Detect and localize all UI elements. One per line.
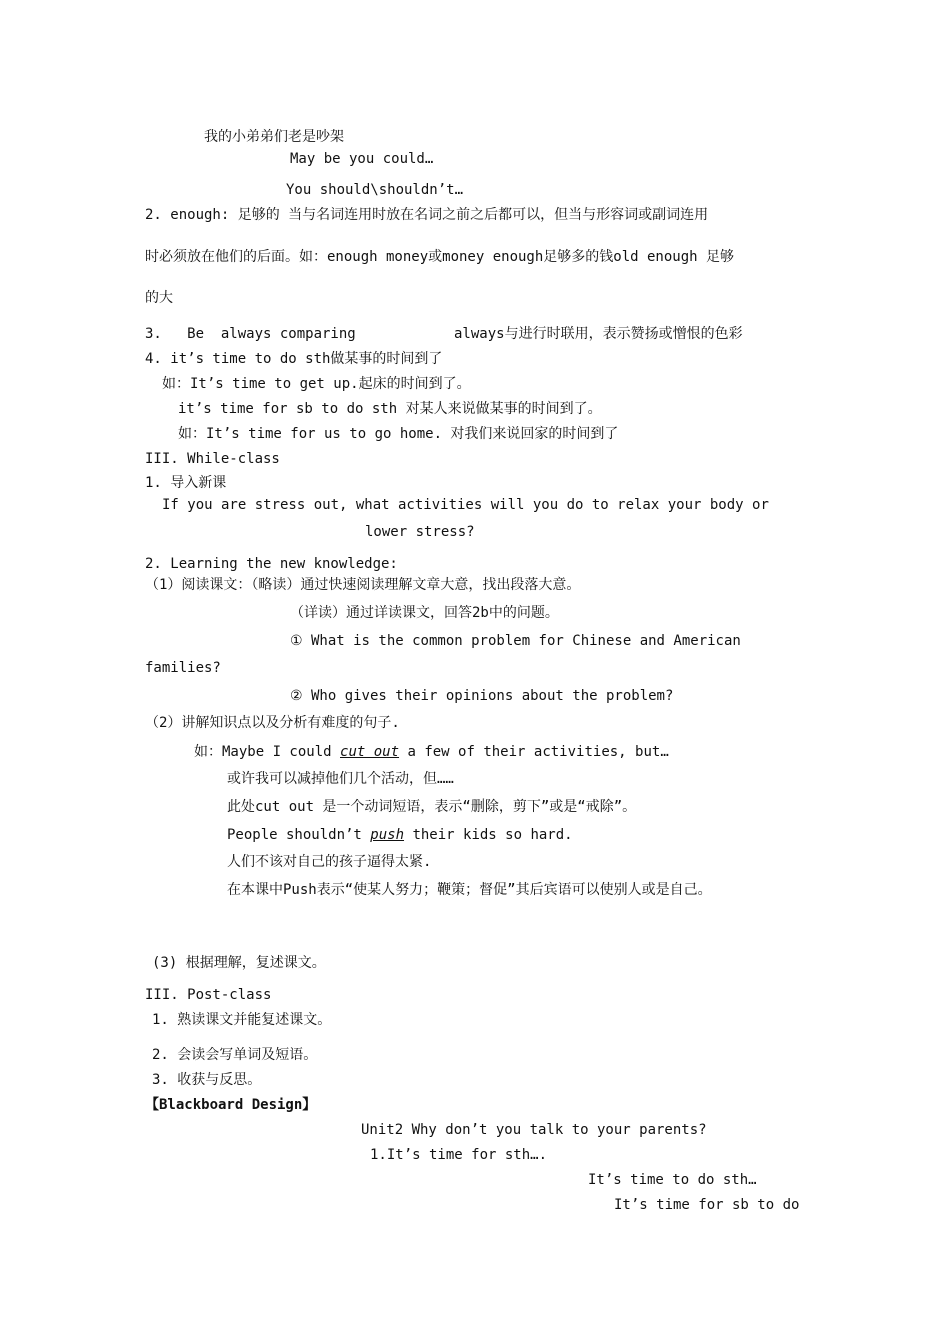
text-line: 2. Learning the new knowledge: — [145, 556, 398, 572]
text-line — [194, 743, 669, 761]
text-line: 在本课中Push表示“使某人努力；鞭策；督促”其后宾语可以使别人或是自己。 — [227, 882, 712, 898]
text-line: （1）阅读课文：（略读）通过快速阅读理解文章大意，找出段落大意。 — [145, 577, 581, 593]
text-segment: People shouldn’t — [227, 827, 371, 843]
text-line: It’s time for sb to do — [614, 1197, 800, 1213]
text-line: ② Who gives their opinions about the problem? — [290, 688, 674, 704]
text-line: 人们不该对自己的孩子逼得太紧. — [227, 854, 432, 870]
text-line: 的大 — [145, 290, 173, 306]
text-line: 如：It’s time for us to go home. 对我们来说回家的时间到了 — [178, 426, 619, 442]
text-line: 时必须放在他们的后面。如：enough money或money enough足够多的钱old enough 足够 — [145, 249, 735, 265]
underlined-word: push — [370, 827, 405, 843]
text-line — [227, 826, 573, 844]
text-line: families? — [145, 660, 221, 676]
text-line: 1. 熟读课文并能复述课文。 — [152, 1012, 332, 1028]
text-line: it’s time for sb to do sth 对某人来说做某事的时间到了。 — [178, 401, 602, 417]
text-line: 3. Be always comparing — [145, 326, 356, 342]
section-heading: III. Post-class — [145, 987, 272, 1003]
underlined-phrase: cut out — [340, 744, 400, 760]
text-line: 或许我可以减掉他们几个活动，但…… — [227, 771, 454, 787]
text-line: You should\shouldn’t… — [286, 182, 464, 198]
text-line: If you are stress out, what activities will you do to relax your body or — [162, 497, 769, 513]
text-line: 1. 导入新课 — [145, 475, 227, 491]
text-line: 4. it’s time to do sth做某事的时间到了 — [145, 351, 443, 367]
text-line: It’s time to do sth… — [588, 1172, 757, 1188]
text-line: 如：It’s time to get up.起床的时间到了。 — [162, 376, 471, 392]
text-line: ① What is the common problem for Chinese and American — [290, 633, 741, 649]
text-line: 2. enough: 足够的 当与名词连用时放在名词之前之后都可以，但当与形容词或副词连用 — [145, 207, 709, 223]
text-line: lower stress? — [365, 524, 475, 540]
text-line: 1.It’s time for sth…. — [370, 1147, 548, 1163]
text-line: （详读）通过详读课文，回答2b中的问题。 — [290, 605, 559, 621]
text-line: May be you could… — [290, 151, 434, 167]
text-line: always与进行时联用，表示赞扬或憎恨的色彩 — [454, 326, 743, 342]
text-segment: 如：Maybe I could — [194, 744, 341, 760]
text-line: Unit2 Why don’t you talk to your parents? — [361, 1122, 707, 1138]
section-heading: III. While-class — [145, 451, 280, 467]
text-line: 3. 收获与反思。 — [152, 1072, 262, 1088]
text-line: 2. 会读会写单词及短语。 — [152, 1047, 318, 1063]
text-line: 我的小弟弟们老是吵架 — [204, 129, 344, 145]
text-line: 此处cut out 是一个动词短语，表示“删除，剪下”或是“戒除”。 — [227, 799, 637, 815]
text-segment: a few of their activities, but… — [399, 744, 669, 760]
text-segment: their kids so hard. — [404, 827, 573, 843]
section-heading: 【Blackboard Design】 — [145, 1097, 317, 1113]
text-line: （2）讲解知识点以及分析有难度的句子. — [145, 715, 400, 731]
text-line: (3) 根据理解，复述课文。 — [152, 955, 326, 971]
